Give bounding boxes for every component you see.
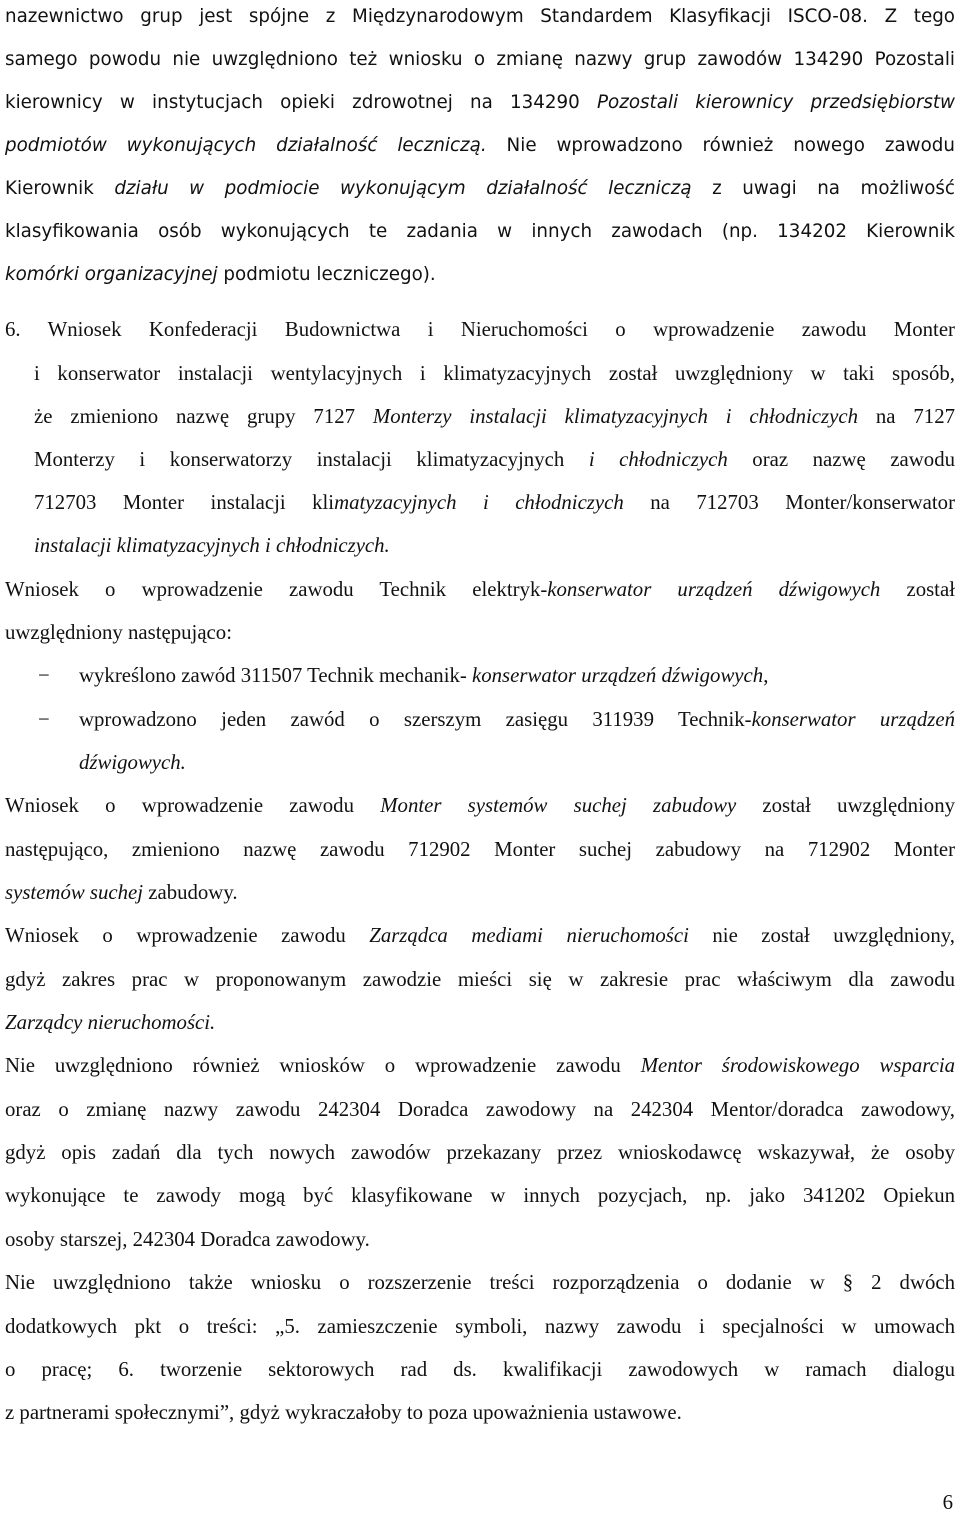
text-span: został: [880, 578, 955, 601]
list-item: [79, 708, 955, 732]
text-line: [34, 448, 955, 472]
list-bullet-dash: −: [38, 708, 50, 731]
list-item: [79, 664, 768, 688]
text-span: zabudowy.: [143, 881, 238, 904]
text-line: [5, 220, 955, 244]
italic-span: działu w podmiocie wykonującym działalność leczniczą: [114, 178, 692, 199]
text-span: oraz o zmianę nazwy zawodu 242304 Doradca zawodowy na 242304 Mentor/doradca zawodowy,: [5, 1098, 955, 1121]
text-line: [5, 1054, 955, 1078]
italic-span: podmiotów wykonujących działalność leczniczą.: [5, 135, 487, 156]
text-span: dodatkowych pkt o treści: „5. zamieszczenie symboli, nazwy zawodu i specjalności w umowach: [5, 1315, 955, 1338]
text-line: [5, 621, 232, 645]
text-line: [5, 177, 955, 201]
text-span: gdyż opis zadań dla tych nowych zawodów przekazany przez wnioskodawcę wskazywał, że osoby: [5, 1141, 955, 1164]
text-line: [5, 134, 955, 158]
text-span: Nie uwzględniono również wniosków o wprowadzenie zawodu: [5, 1054, 641, 1077]
text-line: [5, 968, 955, 992]
text-span: wykreślono zawód 311507 Technik mechanik-: [79, 664, 473, 687]
text-span: kierownicy w instytucjach opieki zdrowotnej na 134290: [5, 92, 598, 113]
text-line: [34, 405, 955, 429]
text-line: [5, 1315, 955, 1339]
text-line: [5, 1011, 215, 1035]
text-line: [5, 1401, 682, 1425]
text-line: [5, 91, 955, 115]
italic-span: i chłodniczych: [588, 448, 728, 471]
text-span: z uwagi na możliwość: [691, 178, 955, 199]
italic-span: systemów suchej: [5, 881, 144, 904]
text-span: Kierownik: [5, 178, 115, 199]
text-span: z partnerami społecznymi”, gdyż wykraczałoby to poza upoważnienia ustawowe.: [5, 1401, 682, 1424]
text-span: samego powodu nie uwzględniono też wniosku o zmianę nazwy grup zawodów 134290 Pozostali: [5, 49, 955, 70]
text-span: o pracę; 6. tworzenie sektorowych rad ds. kwalifikacji zawodowych w ramach dialogu: [5, 1358, 955, 1381]
text-span: następująco, zmieniono nazwę zawodu 712902 Monter suchej zabudowy na 712902 Monter: [5, 838, 955, 861]
italic-span: konserwator urządzeń dźwigowych: [547, 578, 881, 601]
text-line: [5, 881, 238, 905]
text-line: [5, 578, 955, 602]
italic-span: Mentor środowiskowego wsparcia: [640, 1054, 955, 1077]
italic-span: instalacji klimatyzacyjnych i chłodniczych.: [34, 534, 390, 557]
text-span: uwzględniony następująco:: [5, 621, 232, 644]
italic-span: Monterzy instalacji klimatyzacyjnych i chłodniczych: [372, 405, 858, 428]
text-span: Nie wprowadzono również nowego zawodu: [486, 135, 955, 156]
text-line: [34, 534, 390, 558]
text-line: [5, 1184, 955, 1208]
text-line: [5, 1271, 955, 1295]
list-item-continuation: [79, 751, 186, 775]
text-span: że zmieniono nazwę grupy 7127: [34, 405, 373, 428]
text-line: [34, 491, 955, 515]
text-line: [5, 48, 955, 72]
text-span: Wniosek o wprowadzenie zawodu Technik elektryk-: [5, 578, 548, 601]
text-line: [5, 924, 955, 948]
text-line: [5, 318, 955, 342]
page-number: 6: [942, 1491, 953, 1514]
italic-span: dźwigowych.: [79, 751, 186, 774]
text-span: na 7127: [857, 405, 955, 428]
text-span: Wniosek o wprowadzenie zawodu: [5, 794, 381, 817]
text-span: Wniosek o wprowadzenie zawodu: [5, 924, 370, 947]
text-span: osoby starszej, 242304 Doradca zawodowy.: [5, 1228, 370, 1251]
text-line: [5, 1141, 955, 1165]
text-span: gdyż zakres prac w proponowanym zawodzie mieści się w zakresie prac właściwym dla zawodu: [5, 968, 955, 991]
italic-span: Monter systemów suchej zabudowy: [380, 794, 737, 817]
text-span: ,: [763, 664, 769, 687]
text-span: został uwzględniony: [736, 794, 955, 817]
text-span: Monterzy i konserwatorzy instalacji klimatyzacyjnych: [34, 448, 589, 471]
text-span: nie został uwzględniony,: [688, 924, 955, 947]
text-line: [5, 263, 436, 287]
text-line: [5, 838, 955, 862]
text-span: i konserwator instalacji wentylacyjnych i klimatyzacyjnych został uwzględniony w taki sposób,: [34, 362, 955, 385]
list-bullet-dash: −: [38, 664, 50, 687]
italic-span: matyzacyjnych i chłodniczych: [334, 491, 624, 514]
italic-span: konserwator urządzeń: [751, 708, 955, 731]
text-line: [5, 1358, 955, 1382]
text-line: [34, 362, 955, 386]
text-span: podmiotu leczniczego).: [217, 264, 436, 285]
italic-span: Pozostali kierownicy przedsiębiorstw: [597, 92, 955, 113]
text-line: [5, 1098, 955, 1122]
text-line: [5, 1228, 370, 1252]
text-span: Nie uwzględniono także wniosku o rozszerzenie treści rozporządzenia o dodanie w § 2 dwóch: [5, 1271, 955, 1294]
italic-span: Zarządcy nieruchomości.: [5, 1011, 216, 1034]
text-line: [5, 794, 955, 818]
text-span: 712703 Monter instalacji kli: [34, 491, 335, 514]
text-span: 6. Wniosek Konfederacji Budownictwa i Nieruchomości o wprowadzenie zawodu Monter: [5, 318, 955, 341]
text-span: wprowadzono jeden zawód o szerszym zasięgu 311939 Technik-: [79, 708, 752, 731]
text-span: oraz nazwę zawodu: [727, 448, 956, 471]
text-line: [5, 5, 955, 29]
italic-span: konserwator urządzeń dźwigowych: [472, 664, 764, 687]
text-span: na 712703 Monter/konserwator: [623, 491, 955, 514]
text-span: wykonujące te zawody mogą być klasyfikowane w innych pozycjach, np. jako 341202 Opiekun: [5, 1184, 955, 1207]
text-span: klasyfikowania osób wykonujących te zadania w innych zawodach (np. 134202 Kierownik: [5, 221, 955, 242]
italic-span: komórki organizacyjnej: [5, 264, 218, 285]
italic-span: Zarządca mediami nieruchomości: [369, 924, 689, 947]
text-span: nazewnictwo grup jest spójne z Międzynarodowym Standardem Klasyfikacji ISCO-08. Z tego: [5, 6, 955, 27]
